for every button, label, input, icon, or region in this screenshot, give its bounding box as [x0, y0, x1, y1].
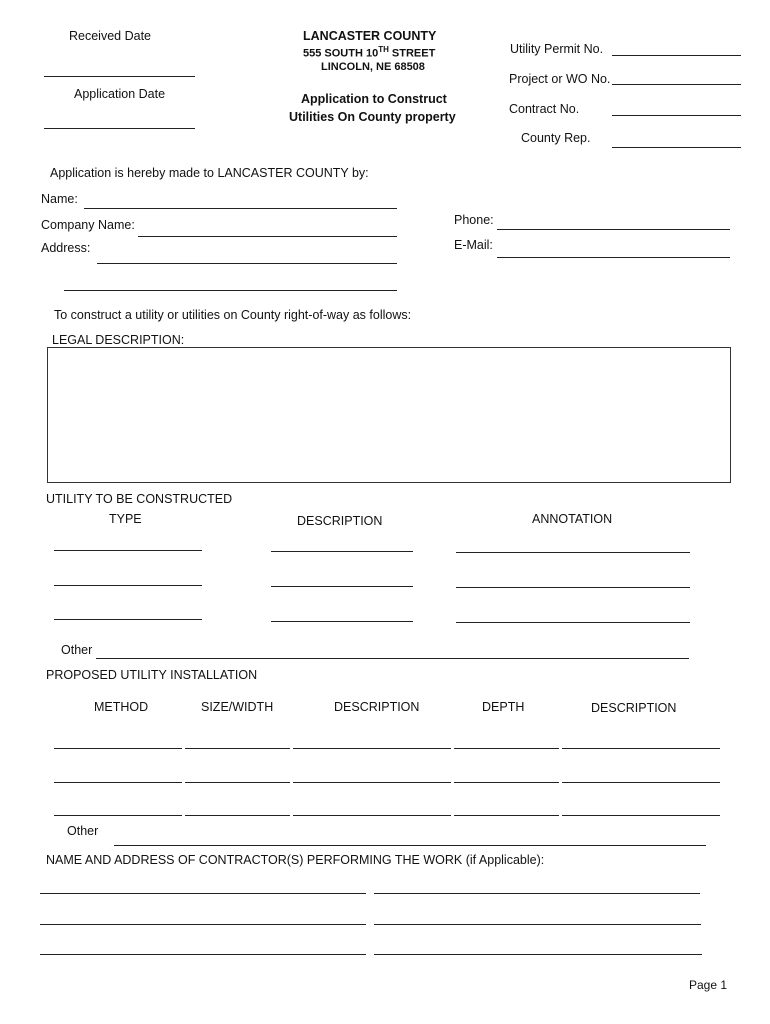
company-name-line[interactable] — [138, 236, 397, 237]
page-number: Page 1 — [689, 978, 728, 992]
installation-depth-line[interactable] — [454, 748, 559, 749]
email-line[interactable] — [497, 257, 730, 258]
name-label: Name: — [41, 192, 78, 206]
project-wo-label: Project or WO No. — [509, 72, 611, 86]
installation-description-line[interactable] — [293, 748, 451, 749]
applicant-intro: Application is hereby made to LANCASTER COUNTY by: — [50, 166, 369, 180]
utility-permit-line[interactable] — [612, 55, 741, 56]
installation-size-line[interactable] — [185, 782, 290, 783]
legal-description-box[interactable] — [47, 347, 731, 483]
utility-permit-label: Utility Permit No. — [510, 42, 604, 56]
received-date-line[interactable] — [44, 76, 195, 77]
county-rep-label: County Rep. — [521, 131, 591, 145]
installation-heading: PROPOSED UTILITY INSTALLATION — [46, 668, 258, 682]
received-date-label: Received Date — [69, 29, 151, 43]
installation-depth-line[interactable] — [454, 782, 559, 783]
form-title-line1: Application to Construct — [301, 92, 447, 106]
county-street: 555 SOUTH 10TH STREET — [303, 45, 436, 60]
company-name-label: Company Name: — [41, 218, 135, 232]
utility-annotation-header: ANNOTATION — [532, 512, 613, 526]
installation-description-line[interactable] — [293, 782, 451, 783]
installation-description2-line[interactable] — [562, 815, 720, 816]
address-line-1[interactable] — [97, 263, 397, 264]
utility-type-line[interactable] — [54, 550, 202, 551]
contract-no-label: Contract No. — [509, 102, 580, 116]
installation-method-header: METHOD — [94, 700, 149, 714]
email-label: E-Mail: — [454, 238, 493, 252]
phone-line[interactable] — [497, 229, 730, 230]
utility-annotation-line[interactable] — [456, 622, 690, 623]
contractor-address-line[interactable] — [374, 954, 702, 955]
utility-type-line[interactable] — [54, 585, 202, 586]
utility-description-line[interactable] — [271, 621, 413, 622]
utility-description-line[interactable] — [271, 551, 413, 552]
utility-heading: UTILITY TO BE CONSTRUCTED — [46, 492, 233, 506]
name-line[interactable] — [84, 208, 397, 209]
phone-label: Phone: — [454, 213, 494, 227]
installation-method-line[interactable] — [54, 815, 182, 816]
utility-type-header: TYPE — [109, 512, 142, 526]
application-date-line[interactable] — [44, 128, 195, 129]
utility-other-line[interactable] — [96, 658, 689, 659]
utility-other-label: Other — [61, 643, 93, 657]
legal-description-label: LEGAL DESCRIPTION: — [52, 333, 185, 347]
contractor-name-line[interactable] — [40, 954, 366, 955]
contract-no-line[interactable] — [612, 115, 741, 116]
address-label: Address: — [41, 241, 91, 255]
utility-description-header: DESCRIPTION — [297, 514, 383, 528]
installation-size-line[interactable] — [185, 748, 290, 749]
installation-description-header: DESCRIPTION — [334, 700, 420, 714]
contractor-name-line[interactable] — [40, 893, 366, 894]
county-city: LINCOLN, NE 68508 — [321, 61, 425, 73]
installation-description-line[interactable] — [293, 815, 451, 816]
contractor-address-line[interactable] — [374, 893, 700, 894]
application-date-label: Application Date — [74, 87, 166, 101]
installation-description2-header: DESCRIPTION — [591, 701, 677, 715]
installation-size-line[interactable] — [185, 815, 290, 816]
address-line-2[interactable] — [64, 290, 397, 291]
county-rep-line[interactable] — [612, 147, 741, 148]
form-title-line2: Utilities On County property — [289, 110, 456, 124]
installation-method-line[interactable] — [54, 748, 182, 749]
installation-description2-line[interactable] — [562, 782, 720, 783]
project-wo-line[interactable] — [612, 84, 741, 85]
utility-type-line[interactable] — [54, 619, 202, 620]
installation-other-line[interactable] — [114, 845, 706, 846]
installation-description2-line[interactable] — [562, 748, 720, 749]
installation-other-label: Other — [67, 824, 99, 838]
utility-annotation-line[interactable] — [456, 552, 690, 553]
utility-annotation-line[interactable] — [456, 587, 690, 588]
construct-statement: To construct a utility or utilities on County right-of-way as follows: — [54, 308, 412, 322]
county-name: LANCASTER COUNTY — [303, 29, 437, 43]
installation-depth-header: DEPTH — [482, 700, 525, 714]
installation-depth-line[interactable] — [454, 815, 559, 816]
installation-method-line[interactable] — [54, 782, 182, 783]
contractor-heading: NAME AND ADDRESS OF CONTRACTOR(S) PERFORMING THE WORK (if Applicable): — [46, 853, 545, 867]
installation-size-header: SIZE/WIDTH — [201, 700, 274, 714]
contractor-name-line[interactable] — [40, 924, 366, 925]
contractor-address-line[interactable] — [374, 924, 701, 925]
utility-description-line[interactable] — [271, 586, 413, 587]
